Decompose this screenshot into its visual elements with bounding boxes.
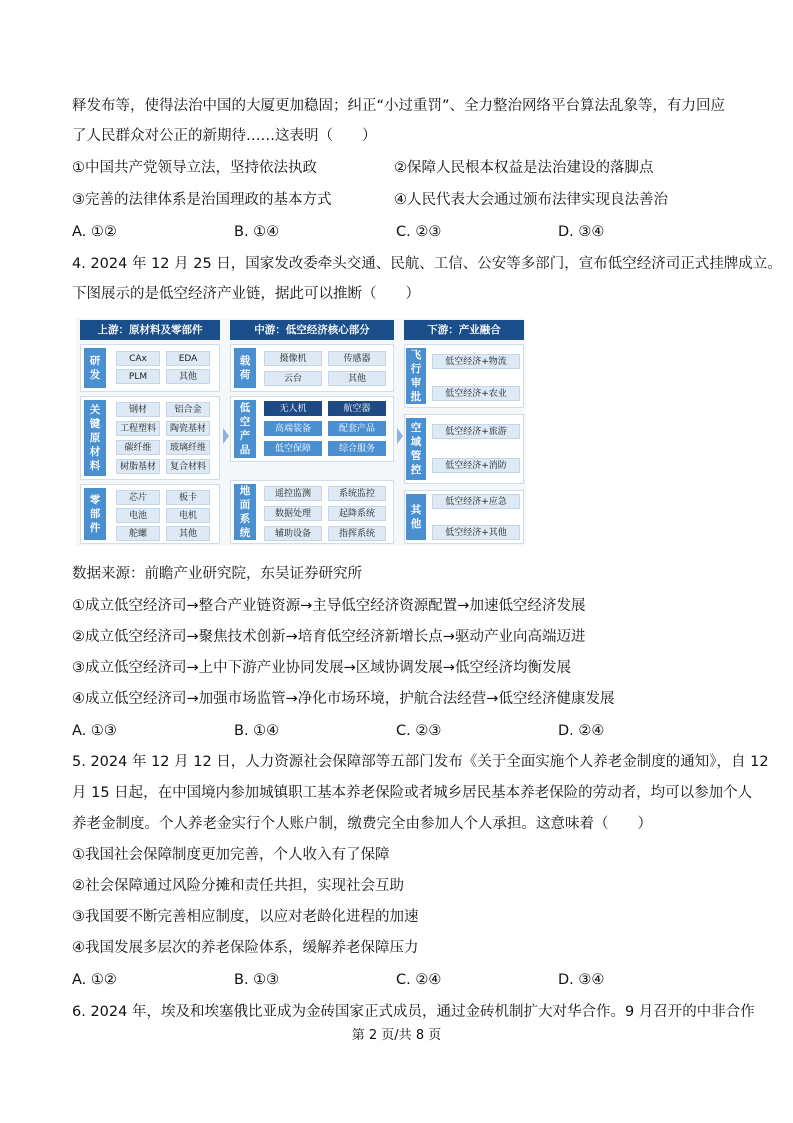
q4-statement-3: ③成立低空经济司→上中下游产业协同发展→区域协调发展→低空经济均衡发展 — [72, 660, 571, 676]
q5-option-d[interactable]: D. ③④ — [558, 972, 605, 988]
upstream-item: 芯片 — [116, 490, 160, 505]
midstream-item: 指挥系统 — [328, 526, 386, 541]
midstream-item: 数据处理 — [264, 506, 322, 521]
q3-statement-2: ②保障人民根本权益是法治建设的落脚点 — [394, 160, 654, 176]
q3-stem-line-1: 释发布等，使得法治中国的大厦更加稳固；纠正“小过重罚”、全力整治网络平台算法乱象等，有力回应 — [72, 98, 726, 114]
q4-statement-4: ④成立低空经济司→加强市场监管→净化市场环境，护航合法经营→低空经济健康发展 — [72, 691, 615, 707]
upstream-item: 工程塑料 — [116, 421, 160, 436]
midstream-title: 中游：低空经济核心部分 — [230, 320, 394, 340]
q5-statement-1: ①我国社会保障制度更加完善，个人收入有了保障 — [72, 847, 390, 863]
upstream-item: 钢材 — [116, 402, 160, 417]
q4-statement-1: ①成立低空经济司→整合产业链资源→主导低空经济资源配置→加速低空经济发展 — [72, 598, 586, 614]
upstream-item: CAx — [116, 351, 160, 366]
midstream-item: 高端装备 — [264, 421, 322, 436]
midstream-column — [230, 320, 394, 544]
midstream-item: 起降系统 — [328, 506, 386, 521]
q4-option-d[interactable]: D. ②④ — [558, 723, 605, 739]
q6-stem-line-1: 6. 2024 年，埃及和埃塞俄比亚成为金砖国家正式成员，通过金砖机制扩大对华合作。9 月召开的中非合作 — [72, 1004, 755, 1020]
group-label-rd: 研发 — [84, 348, 106, 388]
midstream-item: 辅助设备 — [264, 526, 322, 541]
downstream-item: 低空经济+应急 — [432, 494, 520, 509]
q5-option-b[interactable]: B. ①③ — [234, 972, 280, 988]
q5-stem-line-3: 养老金制度。个人养老金实行个人账户制，缴费完全由参加人个人承担。这意味着（ ） — [72, 816, 652, 832]
midstream-item: 传感器 — [328, 351, 386, 366]
group-label-materials: 关键原材料 — [84, 400, 106, 476]
downstream-item: 低空经济+物流 — [432, 354, 520, 369]
midstream-item: 遥控监测 — [264, 486, 322, 501]
q5-statement-3: ③我国要不断完善相应制度，以应对老龄化进程的加速 — [72, 909, 419, 925]
downstream-item: 低空经济+其他 — [432, 525, 520, 540]
group-label-approval: 飞行审批 — [406, 348, 426, 404]
q4-data-source: 数据来源：前瞻产业研究院，东吴证券研究所 — [72, 566, 362, 582]
upstream-item: 树脂基材 — [116, 459, 160, 474]
q3-option-a[interactable]: A. ①② — [72, 224, 117, 240]
midstream-item: 系统监控 — [328, 486, 386, 501]
q4-option-b[interactable]: B. ①④ — [234, 723, 280, 739]
upstream-item: 电池 — [116, 508, 160, 523]
page-footer: 第 2 页/共 8 页 — [351, 1028, 442, 1043]
group-label-other: 其他 — [406, 494, 426, 540]
group-label-airspace: 空域管控 — [406, 418, 426, 480]
q3-option-b[interactable]: B. ①④ — [234, 224, 280, 240]
q4-statement-2: ②成立低空经济司→聚焦技术创新→培育低空经济新增长点→驱动产业向高端迈进 — [72, 629, 586, 645]
midstream-item: 云台 — [264, 371, 322, 386]
q5-option-c[interactable]: C. ②④ — [396, 972, 442, 988]
downstream-item: 低空经济+消防 — [432, 458, 520, 473]
upstream-item: 复合材料 — [166, 459, 210, 474]
downstream-title: 下游：产业融合 — [404, 320, 524, 340]
downstream-column — [404, 320, 524, 544]
upstream-item: PLM — [116, 369, 160, 384]
q4-stem-line-2: 下图展示的是低空经济产业链，据此可以推断（ ） — [72, 286, 420, 302]
upstream-item: EDA — [166, 351, 210, 366]
q5-option-a[interactable]: A. ①② — [72, 972, 117, 988]
q3-statement-4: ④人民代表大会通过颁布法律实现良法善治 — [394, 192, 668, 208]
upstream-item: 板卡 — [166, 490, 210, 505]
q4-option-a[interactable]: A. ①③ — [72, 723, 117, 739]
midstream-item: 综合服务 — [328, 441, 386, 456]
q5-statement-4: ④我国发展多层次的养老保险体系，缓解养老保障压力 — [72, 940, 419, 956]
midstream-item: 无人机 — [264, 401, 322, 416]
industry-chain-diagram — [76, 318, 526, 546]
midstream-item: 摄像机 — [264, 351, 322, 366]
q4-stem-line-1: 4. 2024 年 12 月 25 日，国家发改委牵头交通、民航、工信、公安等多部门，宣布低空经济司正式挂牌成立。 — [72, 256, 782, 272]
midstream-item: 低空保障 — [264, 441, 322, 456]
arrow-right-icon — [397, 428, 403, 444]
q3-statement-1: ①中国共产党领导立法，坚持依法执政 — [72, 160, 317, 176]
upstream-item: 铝合金 — [166, 402, 210, 417]
midstream-item: 航空器 — [328, 401, 386, 416]
upstream-item: 其他 — [166, 369, 210, 384]
q3-stem-line-2: 了人民群众对公正的新期待……这表明（ ） — [72, 128, 377, 144]
upstream-item: 舵螺 — [116, 526, 160, 541]
q3-statement-3: ③完善的法律体系是治国理政的基本方式 — [72, 192, 332, 208]
group-label-payload: 载荷 — [234, 348, 256, 388]
q3-option-c[interactable]: C. ②③ — [396, 224, 442, 240]
midstream-item: 其他 — [328, 371, 386, 386]
arrow-right-icon — [223, 428, 229, 444]
q3-option-d[interactable]: D. ③④ — [558, 224, 605, 240]
upstream-item: 碳纤维 — [116, 440, 160, 455]
q5-stem-line-2: 月 15 日起，在中国境内参加城镇职工基本养老保险或者城乡居民基本养老保险的劳动者，均可以参加个人 — [72, 785, 753, 801]
downstream-item: 低空经济+农业 — [432, 386, 520, 401]
downstream-item: 低空经济+旅游 — [432, 424, 520, 439]
group-label-ground: 地面系统 — [234, 484, 256, 540]
upstream-item: 其他 — [166, 526, 210, 541]
upstream-item: 玻璃纤维 — [166, 440, 210, 455]
midstream-item: 配套产品 — [328, 421, 386, 436]
q5-stem-line-1: 5. 2024 年 12 月 12 日，人力资源社会保障部等五部门发布《关于全面实施个人养老金制度的通知》，自 12 — [72, 754, 769, 770]
group-label-products: 低空产品 — [234, 400, 256, 458]
q5-statement-2: ②社会保障通过风险分摊和责任共担，实现社会互助 — [72, 878, 404, 894]
q4-option-c[interactable]: C. ②③ — [396, 723, 442, 739]
upstream-title: 上游：原材料及零部件 — [80, 320, 220, 340]
upstream-item: 电机 — [166, 508, 210, 523]
group-label-parts: 零部件 — [84, 488, 106, 540]
upstream-column — [80, 320, 220, 544]
upstream-item: 陶瓷基材 — [166, 421, 210, 436]
